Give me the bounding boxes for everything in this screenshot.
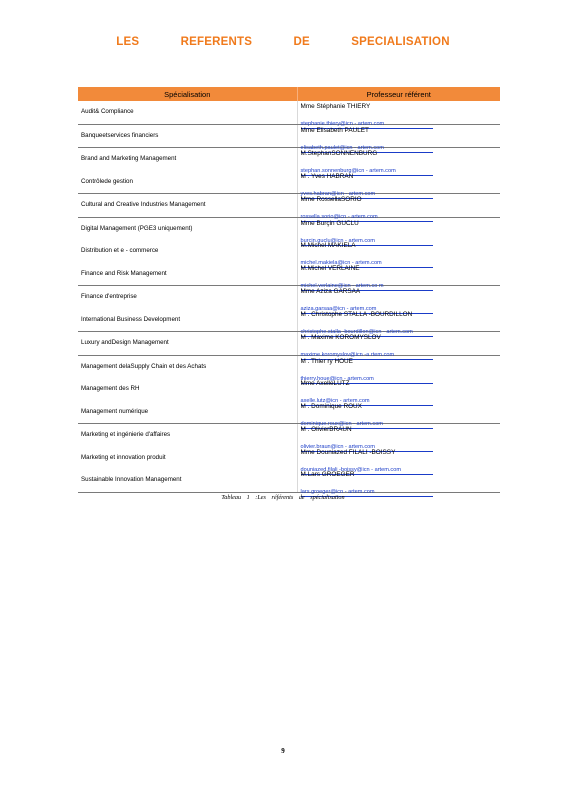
professor-name: Mme Elisabeth PAULET — [300, 126, 369, 134]
professor-cell — [297, 355, 500, 427]
professor-email-link[interactable]: thierry.houe@icn - artem.com — [301, 375, 433, 384]
specialisation-name: Finance d'entreprise — [81, 293, 137, 300]
specialisation-name: Contrôlede gestion — [81, 177, 133, 185]
professor-cell — [297, 286, 500, 335]
table-row — [78, 332, 500, 356]
specialisation-name: Brand and Marketing Management — [81, 155, 177, 162]
table-row — [78, 101, 500, 124]
specialisation-cell — [78, 355, 297, 424]
page-number: 9 — [281, 747, 285, 755]
professor-email-link[interactable]: michel.verlaine@icn - artem.co m — [301, 282, 433, 291]
table-row — [78, 286, 500, 332]
professor-cell — [297, 148, 500, 197]
specialisation-cell — [78, 194, 297, 218]
professor-cell — [297, 424, 500, 493]
specialisation-cell — [78, 148, 297, 194]
table-row — [78, 424, 500, 493]
specialisation-name: Cultural and Creative Industries Management — [81, 201, 206, 208]
professor-email-link[interactable]: douniazed.filali -boissy@icn - artem.com — [301, 466, 433, 475]
specialisation-cell — [78, 124, 297, 148]
specialisation-name: Banqueetservices financiers — [81, 131, 159, 139]
professor-name: Mme Aziza GARSAA — [300, 288, 361, 295]
professor-email-link[interactable]: lars.groeger@icn - artem.com — [301, 488, 433, 497]
professor-name: Mme Douniazed FILALI -BOISSY — [300, 448, 396, 456]
specialisation-name: Management des RH — [81, 385, 140, 392]
table-row — [78, 124, 500, 148]
specialisation-name: Finance and Risk Management — [81, 269, 167, 277]
professor-name: M . Christophe STALLA -BOURDILLON — [300, 310, 413, 318]
table-header-row — [78, 87, 500, 101]
specialisation-name: Luxury andDesign Management — [81, 339, 169, 346]
specialisation-name: International Business Development — [81, 315, 181, 323]
professor-cell — [297, 101, 500, 127]
specialisation-name: Management delaSupply Chain et des Achats — [81, 362, 207, 370]
professor-name: M . Maxime KOROMYSLOV — [300, 334, 381, 341]
professor-email-link[interactable]: rossella.sorio@icn - artem.com — [301, 213, 433, 222]
table-row — [78, 148, 500, 194]
specialisation-cell — [78, 424, 297, 493]
specialisation-name: Audit& Compliance — [81, 108, 134, 115]
professor-name: Mme Stéphanie THIERY — [300, 103, 371, 110]
professor-name: M.Michel VERLAINE — [300, 264, 360, 272]
professor-entry — [298, 309, 501, 335]
table-row — [78, 194, 500, 218]
professor-email-link[interactable]: burcin.guclu@icn - artem.com — [301, 237, 433, 246]
professor-name: Mme AxelleLUTZ — [300, 380, 350, 387]
professor-email-link[interactable]: elisabeth.paulet@icn - artem.com — [301, 144, 433, 153]
professor-name: M.Lars GROEGER — [300, 471, 355, 478]
header-specialisation: Spécialisation — [78, 87, 297, 101]
specialisation-name: Management numérique — [81, 407, 149, 415]
referents-table — [78, 87, 500, 493]
professor-name: M.Michel MAKIELA — [300, 242, 356, 249]
specialisation-name: Marketing et ingénierie d'affaires — [81, 431, 171, 438]
specialisation-name: Marketing et innovation produit — [81, 453, 166, 461]
professor-entry — [298, 101, 501, 127]
professor-email-link[interactable]: axelle.lutz@icn - artem.com — [301, 397, 433, 406]
table-body — [78, 101, 500, 495]
specialisation-name: Sustainable Innovation Management — [81, 476, 182, 483]
professor-name: M . Yves HABRAN — [300, 172, 354, 180]
professor-email-link[interactable]: christophe.stalla -bourdillon@icn - artem.com — [301, 328, 433, 337]
specialisation-cell — [78, 101, 297, 124]
page-title: LES REFERENTS DE SPECIALISATION — [116, 36, 450, 48]
table-caption: Tableau 1 :Les référents de spécialisation — [221, 494, 345, 501]
professor-name: Mme RossellaSORIO — [300, 196, 362, 203]
specialisation-name: Digital Management (PGE3 uniquement) — [81, 224, 193, 232]
specialisation-name: Distribution et e - commerce — [81, 247, 159, 254]
professor-name: M . Thier ry HOUE — [300, 357, 353, 365]
table-row — [78, 217, 500, 286]
professor-email-link[interactable]: olivier.braun@icn - artem.com — [301, 443, 433, 452]
professor-name: M . Dominique ROUX — [300, 402, 362, 410]
specialisation-cell — [78, 332, 297, 356]
professor-name: Mme Burçin GUCLU — [300, 219, 359, 227]
professor-email-link[interactable]: yves.habran@icn - artem.com — [301, 190, 433, 199]
professor-cell — [297, 217, 500, 289]
professor-email-link[interactable]: maxime.koromyslov@icn -a rtem.com — [301, 351, 433, 360]
professor-name: M . OlivierBRAUN — [300, 426, 352, 433]
table-row — [78, 355, 500, 424]
specialisation-cell — [78, 217, 297, 286]
professor-name: M.StephanSONNENBURG — [300, 150, 378, 157]
professor-email-link[interactable]: michel.makiela@icn - artem.com — [301, 259, 433, 268]
professor-email-link[interactable]: aziza.garsaa@icn - artem.com — [301, 305, 433, 314]
professor-email-link[interactable]: dominique.roux@icn - artem.com — [301, 420, 433, 429]
header-professeur: Professeur référent — [297, 87, 500, 101]
professor-email-link[interactable]: stephanie.thiery@icn - artem.com — [301, 120, 433, 129]
professor-email-link[interactable]: stephan.sonnenburg@icn - artem.com — [301, 167, 433, 176]
specialisation-cell — [78, 286, 297, 332]
